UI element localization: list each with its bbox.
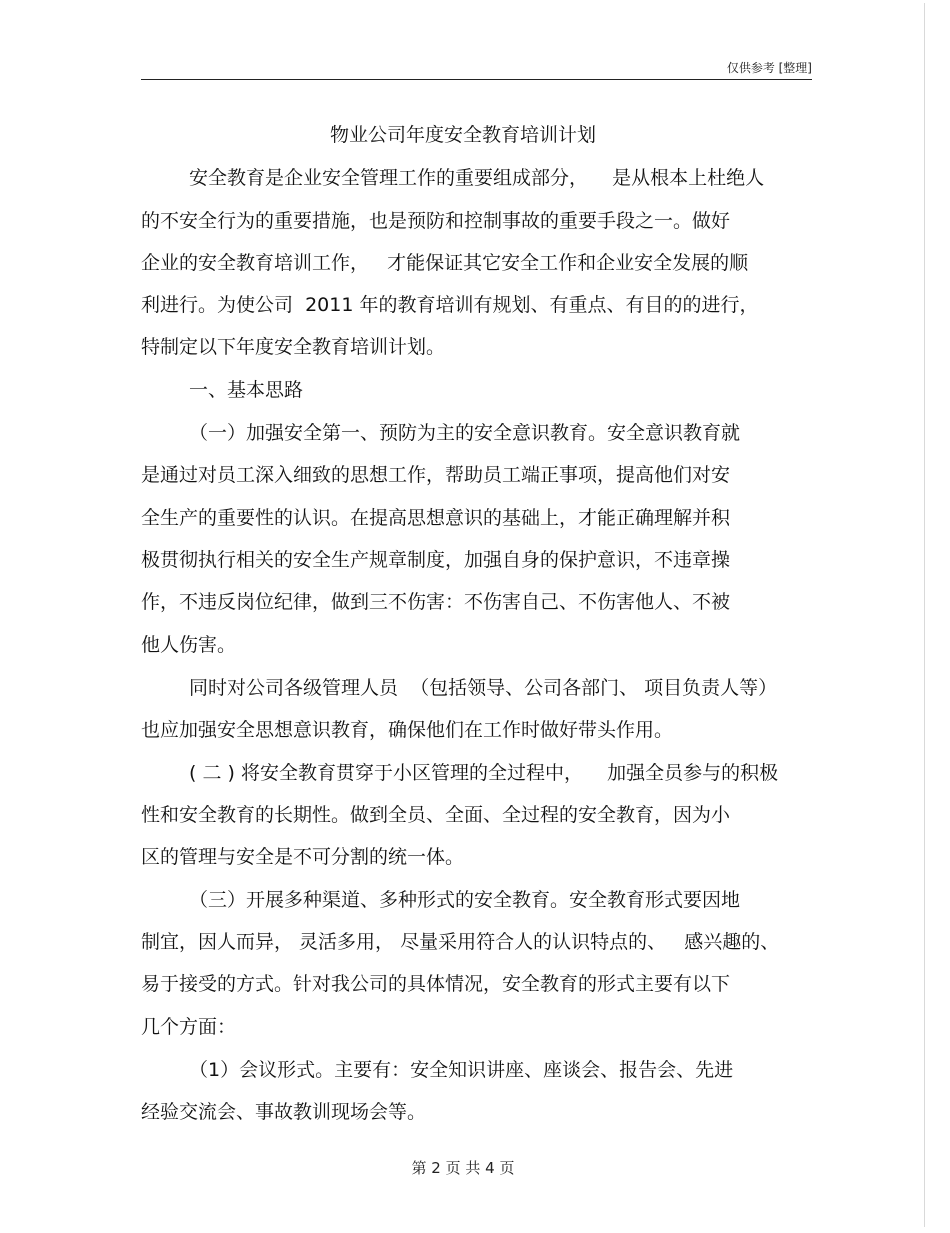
body-line: （三）开展多种渠道、多种形式的安全教育。安全教育形式要因地 xyxy=(189,889,741,911)
header-note: 仅供参考 [整理] xyxy=(726,61,812,75)
page-number-footer: 第 2 页 共 4 页 xyxy=(411,1159,515,1177)
body-line: （一）加强安全第一、预防为主的安全意识教育。安全意识教育就 xyxy=(189,422,741,444)
document-title: 物业公司年度安全教育培训计划 xyxy=(329,124,596,146)
body-line: ( 二 ) 将安全教育贯穿于小区管理的全过程中， 加强全员参与的积极 xyxy=(189,762,779,784)
body-line: 制宜，因人而异， 灵活多用， 尽量采用符合人的认识特点的、 感兴趣的、 xyxy=(141,931,780,953)
body-line: 他人伤害。 xyxy=(141,634,237,656)
section-heading: 一、基本思路 xyxy=(189,379,304,401)
header-divider xyxy=(141,79,812,80)
body-line: （1）会议形式。主要有：安全知识讲座、座谈会、报告会、先进 xyxy=(189,1059,734,1081)
body-line: 全生产的重要性的认识。在提高思想意识的基础上，才能正确理解并积 xyxy=(141,507,731,529)
body-line: 几个方面： xyxy=(141,1016,237,1038)
body-line: 性和安全教育的长期性。做到全员、全面、全过程的安全教育，因为小 xyxy=(141,804,731,826)
body-line: 同时对公司各级管理人员 （包括领导、公司各部门、 项目负责人等） xyxy=(189,677,778,699)
body-line: 作，不违反岗位纪律，做到三不伤害：不伤害自己、不伤害他人、不被 xyxy=(141,591,731,613)
body-line: 区的管理与安全是不可分割的统一体。 xyxy=(141,846,465,868)
body-line: 特制定以下年度安全教育培训计划。 xyxy=(141,336,446,358)
body-line: 极贯彻执行相关的安全生产规章制度，加强自身的保护意识，不违章操 xyxy=(141,549,731,571)
body-line: 利进行。为使公司 2011 年的教育培训有规划、有重点、有目的的进行， xyxy=(141,294,759,316)
body-line: 也应加强安全思想意识教育，确保他们在工作时做好带头作用。 xyxy=(141,719,674,741)
document-page xyxy=(2,3,925,1227)
body-line: 经验交流会、事故教训现场会等。 xyxy=(141,1101,427,1123)
body-line: 是通过对员工深入细致的思想工作，帮助员工端正事项，提高他们对安 xyxy=(141,464,731,486)
body-line: 企业的安全教育培训工作， 才能保证其它安全工作和企业安全发展的顺 xyxy=(141,252,749,274)
body-line: 安全教育是企业安全管理工作的重要组成部分， 是从根本上杜绝人 xyxy=(189,167,765,189)
body-line: 易于接受的方式。针对我公司的具体情况，安全教育的形式主要有以下 xyxy=(141,973,731,995)
body-line: 的不安全行为的重要措施，也是预防和控制事故的重要手段之一。做好 xyxy=(141,210,731,232)
